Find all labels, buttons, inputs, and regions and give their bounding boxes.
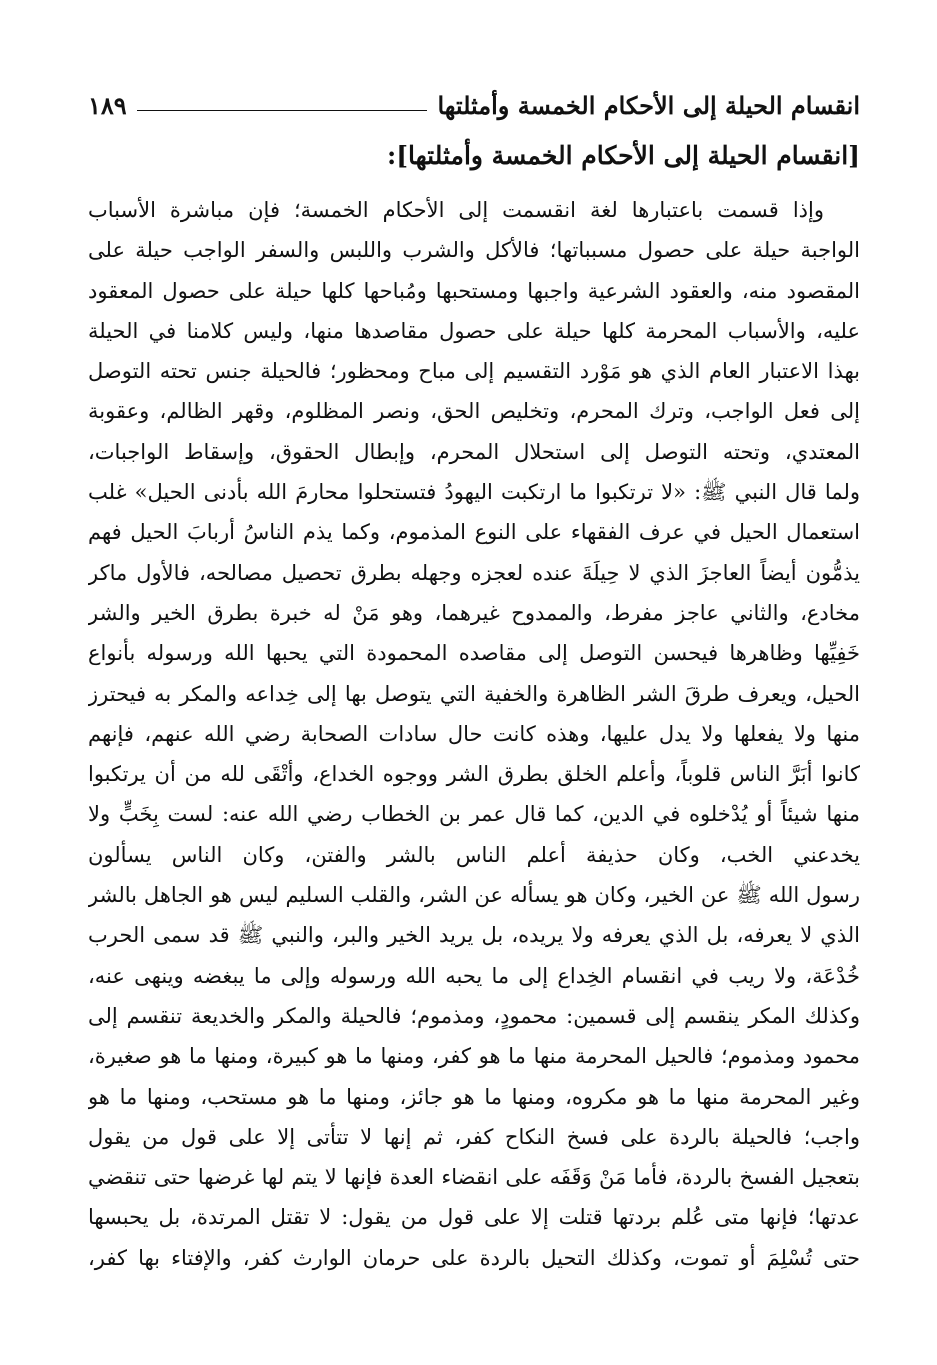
- text-line: الحيل، ويعرف طرقَ الشر الظاهرة والخفية التي يتوصل بها إلى خِداعه والمكر به فيحترز: [88, 681, 860, 706]
- text-line: عدتها؛ فإنها متى عُلم بردتها قتلت إلا على قول من يقول: لا تقتل المرتدة، بل يحبسها: [88, 1205, 860, 1230]
- header-rule: [137, 110, 428, 111]
- text-line: المقصود منه، والعقود الشرعية واجبها ومستحبها ومُباحها كلها حيلة على حصول المعقود: [88, 278, 860, 303]
- text-line: مخادع، والثاني عاجز مفرط، والممدوح غيرهما، وهو مَنْ له خبرة بطرق الخير والشر: [88, 600, 860, 625]
- text-line: الذي لا يعرفه، بل الذي يعرفه ولا يريده، بل يريد الخير والبر، والنبي ﷺ قد سمى الحرب: [88, 923, 860, 948]
- text-line: يخدعني الخب، وكان حذيفة أعلم الناس بالشر والفتن، وكان الناس يسألون: [88, 842, 860, 867]
- text-line: خَفِيِّها وظاهرها فيحسن التوصل إلى مقاصده المحمودة التي يحبها الله ورسوله بأنواع: [88, 641, 860, 666]
- text-line: خُدْعَة، ولا ريب في انقسام الخِداع إلى ما يحبه الله ورسوله وإلى ما يبغضه وينهى عنه،: [88, 963, 860, 988]
- text-line: استعمال الحيل في عرف الفقهاء على النوع المذموم، وكما يذم الناسُ أربابَ الحيل فهم: [88, 520, 860, 545]
- body-text: [88, 190, 860, 1278]
- text-line: ولما قال النبي ﷺ: «لا ترتكبوا ما ارتكبت اليهودُ فتستحلوا محارمَ الله بأدنى الحيل» غلب: [88, 480, 860, 505]
- section-title: [انقسام الحيلة إلى الأحكام الخمسة وأمثلتها]:: [386, 141, 860, 170]
- text-line: المعتدي، وتحته التوصل إلى استحلال المحرم، وإبطال الحقوق، وإسقاط الواجبات،: [88, 439, 860, 464]
- book-page: [88, 80, 860, 1300]
- text-line: بتعجيل الفسخ بالردة، فأما مَنْ وَقَفَه على انقضاء العدة فإنها لا يتم لها غرضها حتى تنقضي: [88, 1165, 860, 1190]
- text-line: حتى تُسْلِمَ أو تموت، وكذلك التحيل بالردة على حرمان الوارث كفر، والإفتاء بها كفر،: [88, 1245, 860, 1270]
- running-title: انقسام الحيلة إلى الأحكام الخمسة وأمثلتها: [437, 91, 860, 120]
- page-number: ١٨٩: [88, 91, 127, 120]
- text-line: الواجبة حيلة على حصول مسبباتها؛ فالأكل والشرب واللبس والسفر الواجب حيلة على: [88, 238, 860, 263]
- running-header: [88, 80, 860, 120]
- text-line: منها ولا يفعلها ولا يدل عليها، وهذه كانت حال سادات الصحابة رضي الله عنهم، فإنهم: [88, 721, 860, 746]
- text-line: محمود ومذموم؛ فالحيل المحرمة منها ما هو كفر، ومنها ما هو كبيرة، ومنها ما هو صغيرة،: [88, 1044, 860, 1069]
- text-line: إلى فعل الواجب، وترك المحرم، وتخليص الحق، ونصر المظلوم، وقهر الظالم، وعقوبة: [88, 399, 860, 424]
- text-line: بهذا الاعتبار العام الذي هو مَوْرد التقسيم إلى مباح ومحظور؛ فالحيلة جنس تحته التوصل: [88, 359, 860, 384]
- text-line: كانوا أبَرَّ الناس قلوباً، وأعلم الخلق بطرق الشر ووجوه الخداع، وأتْقَى لله من أن يرتكبوا: [88, 762, 860, 787]
- text-line: واجب؛ فالحيلة بالردة على فسخ النكاح كفر، ثم إنها لا تتأتى إلا على قول من يقول: [88, 1124, 860, 1149]
- text-line: وكذلك المكر ينقسم إلى قسمين: محمودٍ، ومذموم؛ فالحيلة والمكر والخديعة تنقسم إلى: [88, 1003, 860, 1028]
- text-line: وإذا قسمت باعتبارها لغة انقسمت إلى الأحكام الخمسة؛ فإن مباشرة الأسباب: [88, 198, 824, 222]
- text-line: رسول الله ﷺ عن الخير، وكان هو يسأله عن الشر، والقلب السليم ليس هو الجاهل بالشر: [88, 883, 860, 908]
- text-line: عليه، والأسباب المحرمة كلها حيلة على حصول مقاصدها منها، وليس كلامنا في الحيلة: [88, 318, 860, 343]
- text-line: منها شيئاً أو يُدْخلوه في الدين، كما قال عمر بن الخطاب رضي الله عنه: لست بِخَبٍّ ولا: [88, 802, 860, 827]
- text-line: وغير المحرمة منها ما هو مكروه، ومنها ما هو جائز، ومنها ما هو مستحب، ومنها ما هو: [88, 1084, 860, 1109]
- text-line: يذمُّون أيضاً العاجزَ الذي لا حِيلَةَ عنده لعجزه وجهله بطرق تحصيل مصالحه، فالأول ماكر: [88, 560, 860, 585]
